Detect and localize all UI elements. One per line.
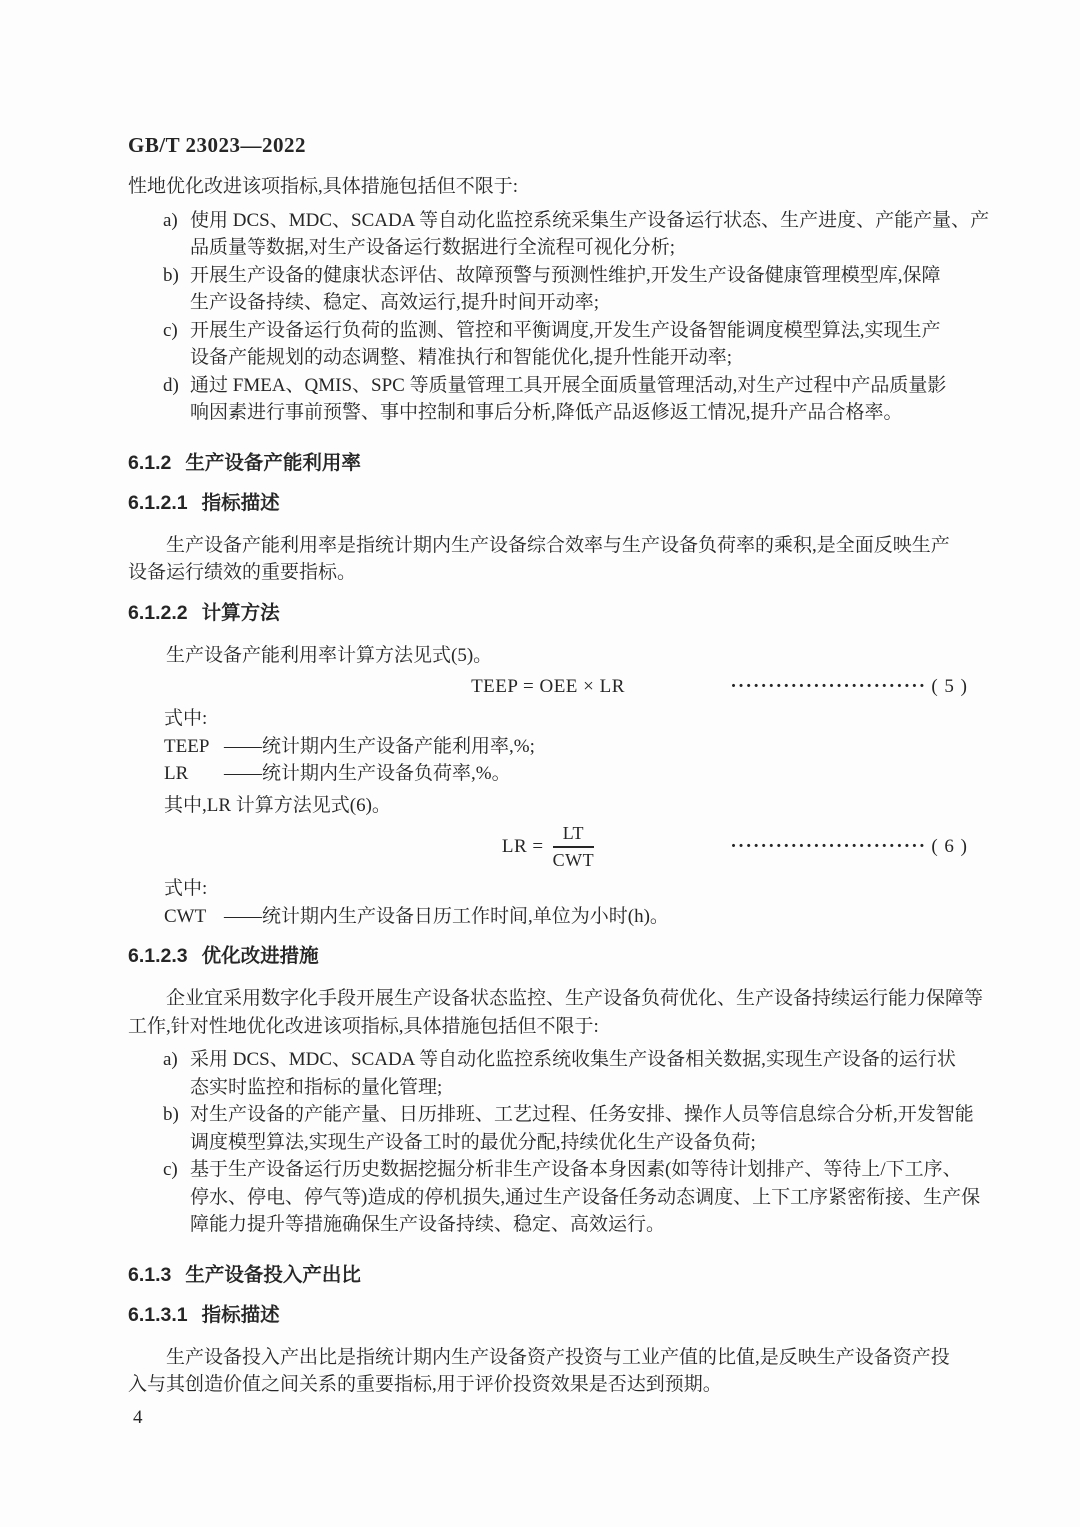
equation-body	[502, 823, 594, 871]
list-item-text	[190, 1046, 968, 1101]
text-line: 生产设备持续、稳定、高效运行,提升时间开动率;	[190, 292, 600, 313]
standard-number-header: GB/T 23023—2022	[128, 133, 307, 157]
list-item-marker: c)	[163, 1159, 178, 1180]
equation	[128, 673, 968, 701]
heading-number: 6.1.2.1	[128, 491, 188, 514]
heading-title: 优化改进措施	[201, 945, 319, 967]
ordered-list	[128, 207, 990, 427]
list-item-text	[190, 372, 968, 427]
paragraph	[128, 532, 968, 587]
list-item-text	[190, 207, 990, 262]
section-heading	[128, 1261, 968, 1289]
fraction	[553, 823, 595, 871]
list-item	[128, 372, 968, 427]
text-line: 生产设备产能利用率是指统计期内生产设备综合效率与生产设备负荷率的乘积,是全面反映生产	[166, 534, 950, 556]
text-line: 基于生产设备运行历史数据挖掘分析非生产设备本身因素(如等待计划排产、等待上/下工序、	[190, 1159, 962, 1180]
section-heading	[128, 449, 968, 477]
section-heading	[128, 599, 968, 627]
text-line: 采用 DCS、MDC、SCADA 等自动化监控系统收集生产设备相关数据,实现生产设备的运行状	[190, 1049, 956, 1070]
heading-number: 6.1.2.2	[128, 601, 188, 624]
text-line: 设备运行绩效的重要指标。	[128, 562, 357, 583]
formula-where-label: 其中,LR 计算方法见式(6)。	[164, 794, 391, 816]
text-line: 企业宜采用数字化手段开展生产设备状态监控、生产设备负荷优化、生产设备持续运行能力保障等	[166, 988, 984, 1009]
text-line: 对生产设备的产能产量、日历排班、工艺过程、任务安排、操作人员等信息综合分析,开发智能	[190, 1104, 974, 1125]
symbol-term: LR	[164, 763, 189, 784]
heading-title: 指标描述	[201, 1303, 280, 1326]
section-heading	[128, 489, 968, 517]
text-line: 生产设备产能利用率计算方法见式(5)。	[166, 644, 493, 666]
paragraph	[128, 642, 968, 670]
heading-title: 计算方法	[201, 601, 280, 624]
text-line: 工作,针对性地优化改进该项指标,具体措施包括但不限于:	[128, 1015, 599, 1037]
list-item-text	[190, 317, 968, 372]
fraction-denominator: CWT	[552, 850, 595, 870]
list-item	[128, 1156, 981, 1239]
text-line: 设备产能规划的动态调整、精准执行和智能优化,提升性能开动率;	[190, 347, 733, 368]
heading-number: 6.1.2	[128, 451, 172, 474]
text-line: 通过 FMEA、QMIS、SPC 等质量管理工具开展全面质量管理活动,对生产过程中产品质量影	[190, 374, 947, 396]
symbol-term: TEEP	[164, 735, 210, 757]
symbol-description: ——统计期内生产设备负荷率,%。	[224, 763, 511, 784]
symbol-definition	[164, 733, 968, 761]
section-heading	[128, 1301, 968, 1329]
heading-number: 6.1.2.3	[128, 945, 188, 967]
list-item-text	[190, 262, 968, 317]
formula-where-label: 式中:	[164, 708, 208, 729]
heading-title: 指标描述	[201, 491, 280, 514]
text-line: 响因素进行事前预警、事中控制和事后分析,降低产品返修返工情况,提升产品合格率。	[190, 402, 903, 423]
symbol-term: CWT	[164, 905, 207, 927]
ordered-list	[128, 1046, 981, 1239]
list-item-text	[190, 1156, 981, 1239]
list-item-marker: b)	[163, 264, 179, 286]
text-line: 开展生产设备的健康状态评估、故障预警与预测性维护,开发生产设备健康管理模型库,保障	[190, 264, 941, 286]
paragraph	[128, 173, 968, 201]
section-heading	[128, 942, 968, 970]
text-line: 停水、停电、停气等)造成的停机损失,通过生产设备任务动态调度、上下工序紧密衔接、生产保	[190, 1186, 981, 1208]
paragraph	[128, 985, 984, 1040]
text-line: 使用 DCS、MDC、SCADA 等自动化监控系统采集生产设备运行状态、生产进度、产能产量、产	[190, 209, 990, 231]
heading-number: 6.1.3.1	[128, 1303, 188, 1326]
equation-index: ( 5 )	[931, 676, 968, 697]
text-line: 开展生产设备运行负荷的监测、管控和平衡调度,开发生产设备智能调度模型算法,实现生产	[190, 319, 941, 341]
text-line: 生产设备投入产出比是指统计期内生产设备资产投资与工业产值的比值,是反映生产设备资产投	[166, 1346, 950, 1368]
fraction-numerator: LT	[553, 823, 595, 848]
text-line: 障能力提升等措施确保生产设备持续、稳定、高效运行。	[190, 1214, 666, 1235]
equation-number	[730, 833, 968, 861]
page-number: 4	[133, 1406, 143, 1428]
heading-title: 生产设备产能利用率	[185, 451, 361, 474]
list-item-marker: d)	[163, 374, 179, 396]
list-item	[128, 317, 968, 372]
text-line: 性地优化改进该项指标,具体措施包括但不限于:	[128, 176, 519, 197]
text-line: 调度模型算法,实现生产设备工时的最优分配,持续优化生产设备负荷;	[190, 1131, 756, 1153]
heading-title: 生产设备投入产出比	[185, 1263, 361, 1286]
list-item-marker: b)	[163, 1104, 179, 1125]
symbol-definition	[164, 903, 968, 931]
equation-number	[730, 673, 968, 701]
symbol-definition	[164, 760, 968, 788]
leader-dots: ··························	[730, 836, 927, 857]
equation-lhs: LR =	[501, 836, 544, 857]
document-body	[128, 173, 990, 1399]
text-line: 态实时监控和指标的量化管理;	[190, 1076, 443, 1098]
list-item	[128, 1101, 974, 1156]
list-item	[128, 207, 990, 262]
heading-number: 6.1.3	[128, 1263, 172, 1286]
list-item-marker: a)	[163, 209, 178, 231]
text-line: 入与其创造价值之间关系的重要指标,用于评价投资效果是否达到预期。	[128, 1374, 722, 1395]
paragraph	[128, 1344, 968, 1399]
text-line: 品质量等数据,对生产设备运行数据进行全流程可视化分析;	[190, 237, 676, 258]
list-item-text	[190, 1101, 974, 1156]
list-item-marker: c)	[163, 319, 178, 341]
equation-index: ( 6 )	[931, 836, 968, 857]
symbol-description: ——统计期内生产设备日历工作时间,单位为小时(h)。	[224, 905, 669, 927]
list-item-marker: a)	[163, 1049, 178, 1070]
leader-dots: ··························	[730, 676, 927, 697]
list-item	[128, 1046, 968, 1101]
list-item	[128, 262, 968, 317]
equation-body: TEEP = OEE × LR	[471, 676, 625, 697]
equation	[128, 823, 968, 871]
formula-where-label: 式中:	[164, 878, 208, 899]
symbol-description: ——统计期内生产设备产能利用率,%;	[224, 735, 535, 757]
